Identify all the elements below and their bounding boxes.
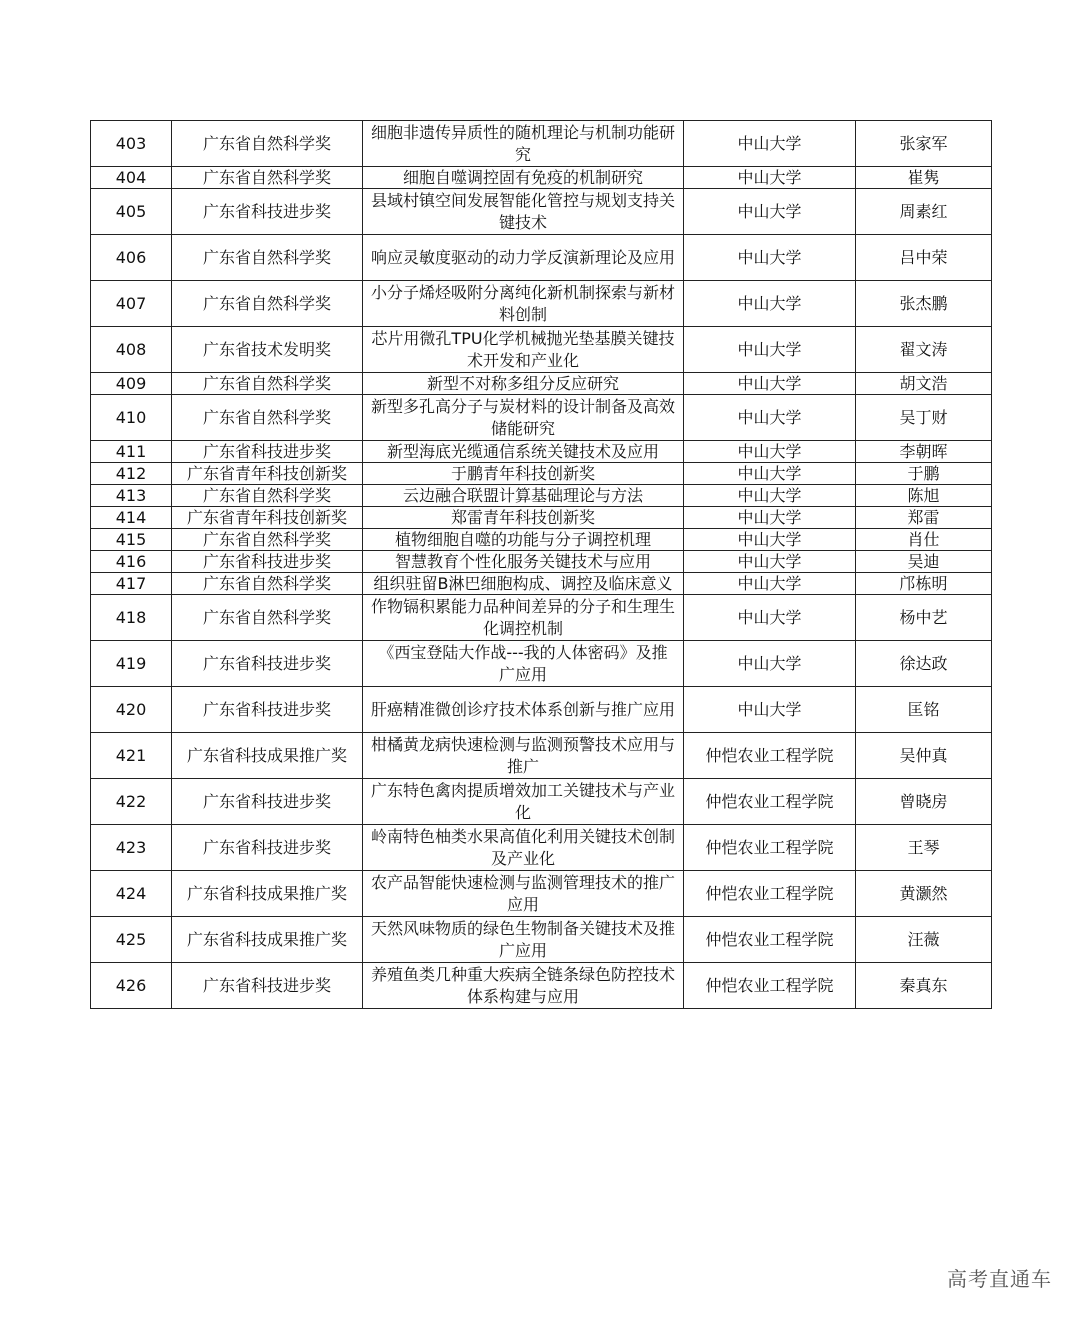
cell-project-name: 小分子烯烃吸附分离纯化新机制探索与新材料创制 [363,281,684,327]
cell-project-name: 作物镉积累能力品种间差异的分子和生理生化调控机制 [363,595,684,641]
table-row [91,641,992,687]
table-row [91,917,992,963]
cell-unit: 中山大学 [684,573,856,595]
cell-unit: 中山大学 [684,281,856,327]
cell-award-type: 广东省青年科技创新奖 [172,463,363,485]
cell-project-name: 《西宝登陆大作战---我的人体密码》及推广应用 [363,641,684,687]
cell-person: 郑雷 [856,507,992,529]
cell-unit: 仲恺农业工程学院 [684,963,856,1009]
cell-person: 黄灏然 [856,871,992,917]
cell-unit: 中山大学 [684,327,856,373]
cell-award-type: 广东省科技进步奖 [172,963,363,1009]
cell-project-name: 组织驻留B淋巴细胞构成、调控及临床意义 [363,573,684,595]
cell-number: 423 [91,825,172,871]
cell-project-name: 天然风味物质的绿色生物制备关键技术及推广应用 [363,917,684,963]
cell-project-name: 芯片用微孔TPU化学机械抛光垫基膜关键技术开发和产业化 [363,327,684,373]
cell-number: 409 [91,373,172,395]
cell-number: 407 [91,281,172,327]
cell-number: 413 [91,485,172,507]
cell-award-type: 广东省科技成果推广奖 [172,871,363,917]
cell-project-name: 新型海底光缆通信系统关键技术及应用 [363,441,684,463]
cell-project-name: 于鹏青年科技创新奖 [363,463,684,485]
table-row [91,687,992,733]
cell-person: 于鹏 [856,463,992,485]
cell-project-name: 柑橘黄龙病快速检测与监测预警技术应用与推广 [363,733,684,779]
cell-award-type: 广东省技术发明奖 [172,327,363,373]
cell-number: 406 [91,235,172,281]
cell-person: 胡文浩 [856,373,992,395]
cell-number: 424 [91,871,172,917]
cell-person: 陈旭 [856,485,992,507]
cell-unit: 中山大学 [684,551,856,573]
cell-unit: 中山大学 [684,441,856,463]
awards-table [90,120,992,1009]
cell-award-type: 广东省自然科学奖 [172,595,363,641]
cell-person: 周素红 [856,189,992,235]
awards-table-body [91,121,992,1009]
cell-unit: 中山大学 [684,687,856,733]
table-row [91,327,992,373]
cell-award-type: 广东省科技成果推广奖 [172,733,363,779]
cell-person: 李朝晖 [856,441,992,463]
cell-project-name: 细胞自噬调控固有免疫的机制研究 [363,167,684,189]
cell-number: 412 [91,463,172,485]
cell-award-type: 广东省科技进步奖 [172,551,363,573]
cell-number: 418 [91,595,172,641]
cell-award-type: 广东省科技进步奖 [172,825,363,871]
table-row [91,529,992,551]
cell-project-name: 郑雷青年科技创新奖 [363,507,684,529]
table-row [91,507,992,529]
cell-person: 崔隽 [856,167,992,189]
cell-unit: 中山大学 [684,595,856,641]
table-row [91,779,992,825]
cell-unit: 中山大学 [684,189,856,235]
cell-unit: 中山大学 [684,121,856,167]
cell-project-name: 农产品智能快速检测与监测管理技术的推广应用 [363,871,684,917]
table-row [91,871,992,917]
cell-project-name: 岭南特色柚类水果高值化利用关键技术创制及产业化 [363,825,684,871]
cell-number: 415 [91,529,172,551]
cell-person: 王琴 [856,825,992,871]
cell-unit: 中山大学 [684,485,856,507]
cell-unit: 中山大学 [684,529,856,551]
table-row [91,121,992,167]
cell-number: 421 [91,733,172,779]
cell-person: 徐达政 [856,641,992,687]
table-row [91,463,992,485]
cell-project-name: 肝癌精准微创诊疗技术体系创新与推广应用 [363,687,684,733]
cell-award-type: 广东省自然科学奖 [172,121,363,167]
cell-person: 张家军 [856,121,992,167]
table-row [91,373,992,395]
table-row [91,595,992,641]
cell-unit: 中山大学 [684,395,856,441]
cell-award-type: 广东省自然科学奖 [172,281,363,327]
cell-unit: 仲恺农业工程学院 [684,871,856,917]
cell-unit: 中山大学 [684,507,856,529]
cell-person: 秦真东 [856,963,992,1009]
cell-number: 408 [91,327,172,373]
watermark-text: 高考直通车 [947,1267,1052,1291]
table-row [91,395,992,441]
cell-unit: 中山大学 [684,463,856,485]
cell-project-name: 新型不对称多组分反应研究 [363,373,684,395]
table-row [91,551,992,573]
cell-number: 416 [91,551,172,573]
table-row [91,235,992,281]
cell-award-type: 广东省自然科学奖 [172,485,363,507]
cell-person: 吴仲真 [856,733,992,779]
cell-person: 吴丁财 [856,395,992,441]
cell-unit: 中山大学 [684,167,856,189]
cell-number: 420 [91,687,172,733]
cell-person: 吕中荣 [856,235,992,281]
cell-number: 403 [91,121,172,167]
cell-unit: 中山大学 [684,641,856,687]
table-row [91,189,992,235]
cell-person: 匡铭 [856,687,992,733]
table-row [91,963,992,1009]
cell-project-name: 广东特色禽肉提质增效加工关键技术与产业化 [363,779,684,825]
cell-person: 吴迪 [856,551,992,573]
cell-person: 肖仕 [856,529,992,551]
cell-award-type: 广东省科技进步奖 [172,779,363,825]
cell-award-type: 广东省自然科学奖 [172,395,363,441]
cell-unit: 中山大学 [684,373,856,395]
cell-project-name: 县域村镇空间发展智能化管控与规划支持关键技术 [363,189,684,235]
cell-number: 422 [91,779,172,825]
cell-number: 425 [91,917,172,963]
table-row [91,825,992,871]
cell-award-type: 广东省自然科学奖 [172,373,363,395]
cell-award-type: 广东省自然科学奖 [172,529,363,551]
cell-project-name: 云边融合联盟计算基础理论与方法 [363,485,684,507]
table-row [91,573,992,595]
table-row [91,281,992,327]
table-row [91,167,992,189]
table-row [91,733,992,779]
cell-number: 414 [91,507,172,529]
cell-unit: 仲恺农业工程学院 [684,779,856,825]
cell-person: 汪薇 [856,917,992,963]
cell-person: 张杰鹏 [856,281,992,327]
cell-unit: 中山大学 [684,235,856,281]
cell-unit: 仲恺农业工程学院 [684,825,856,871]
cell-project-name: 智慧教育个性化服务关键技术与应用 [363,551,684,573]
cell-unit: 仲恺农业工程学院 [684,733,856,779]
cell-number: 410 [91,395,172,441]
cell-project-name: 细胞非遗传异质性的随机理论与机制功能研究 [363,121,684,167]
cell-number: 419 [91,641,172,687]
cell-number: 411 [91,441,172,463]
table-row [91,485,992,507]
cell-award-type: 广东省青年科技创新奖 [172,507,363,529]
cell-project-name: 植物细胞自噬的功能与分子调控机理 [363,529,684,551]
cell-award-type: 广东省科技进步奖 [172,687,363,733]
cell-person: 邝栋明 [856,573,992,595]
cell-project-name: 响应灵敏度驱动的动力学反演新理论及应用 [363,235,684,281]
cell-number: 417 [91,573,172,595]
cell-award-type: 广东省科技进步奖 [172,441,363,463]
cell-number: 404 [91,167,172,189]
cell-award-type: 广东省科技成果推广奖 [172,917,363,963]
cell-number: 405 [91,189,172,235]
table-row [91,441,992,463]
cell-award-type: 广东省自然科学奖 [172,167,363,189]
cell-person: 翟文涛 [856,327,992,373]
cell-person: 曾晓房 [856,779,992,825]
cell-project-name: 新型多孔高分子与炭材料的设计制备及高效储能研究 [363,395,684,441]
cell-award-type: 广东省自然科学奖 [172,573,363,595]
cell-project-name: 养殖鱼类几种重大疾病全链条绿色防控技术体系构建与应用 [363,963,684,1009]
cell-award-type: 广东省科技进步奖 [172,189,363,235]
cell-award-type: 广东省自然科学奖 [172,235,363,281]
cell-award-type: 广东省科技进步奖 [172,641,363,687]
cell-person: 杨中艺 [856,595,992,641]
cell-number: 426 [91,963,172,1009]
cell-unit: 仲恺农业工程学院 [684,917,856,963]
